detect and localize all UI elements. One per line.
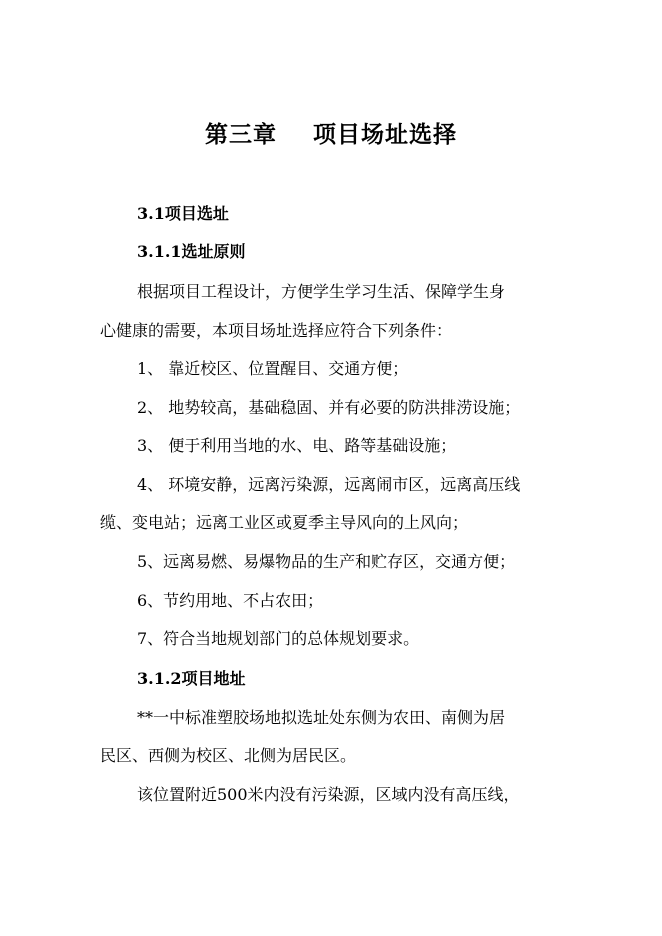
list-item: 6、节约用地、不占农田；	[137, 591, 324, 610]
chapter-title: 第三章 项目场址选择	[204, 121, 458, 148]
list-item-continuation: 缆、变电站；远离工业区或夏季主导风向的上风向；	[100, 513, 469, 532]
list-item: 3、 便于利用当地的水、电、路等基础设施；	[137, 436, 457, 455]
paragraph-line: 心健康的需要，本项目场址选择应符合下列条件：	[100, 321, 453, 340]
section-heading-3-1-2: 3.1.2项目地址	[137, 669, 246, 688]
paragraph-line: **一中标准塑胶场地拟选址处东侧为农田、南侧为居	[137, 708, 506, 727]
list-item: 5、远离易燃、易爆物品的生产和贮存区，交通方便；	[137, 552, 516, 571]
section-heading-3-1-1: 3.1.1选址原则	[137, 242, 246, 261]
list-item: 2、 地势较高，基础稳固、并有必要的防洪排涝设施；	[137, 398, 521, 417]
section-heading-3-1: 3.1项目选址	[137, 204, 229, 223]
paragraph-line: 民区、西侧为校区、北侧为居民区。	[100, 746, 357, 765]
list-item: 1、 靠近校区、位置醒目、交通方便；	[137, 359, 409, 378]
list-item: 7、符合当地规划部门的总体规划要求。	[137, 629, 420, 648]
paragraph-line: 该位置附近500米内没有污染源，区域内没有高压线，	[137, 785, 520, 804]
paragraph-line: 根据项目工程设计，方便学生学习生活、保障学生身	[137, 282, 506, 301]
list-item: 4、 环境安静，远离污染源，远离闹市区，远离高压线	[137, 475, 521, 494]
